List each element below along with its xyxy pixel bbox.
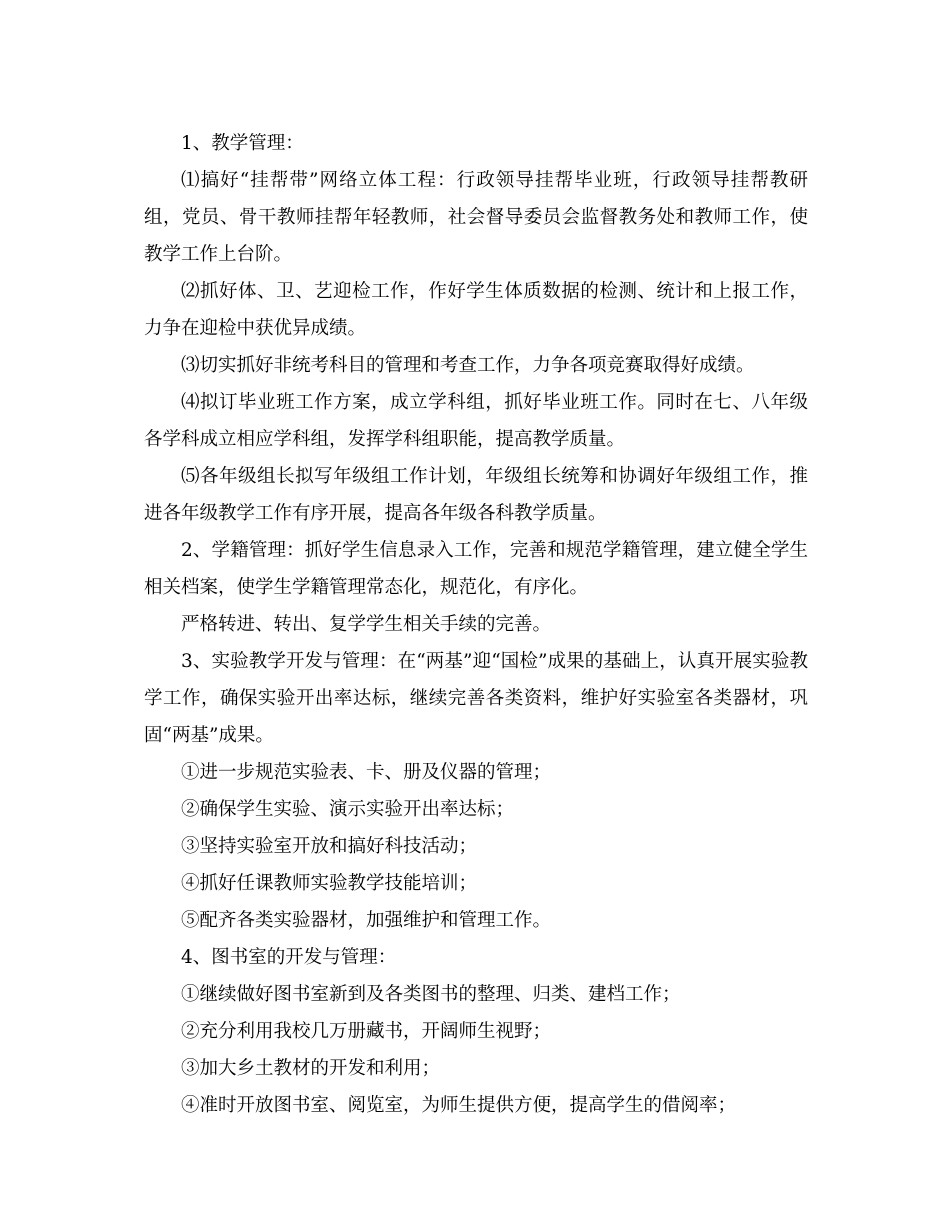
list-item-lab-2: ②确保学生实验、演示实验开出率达标； <box>181 799 515 820</box>
list-item-lab-1: ①进一步规范实验表、卡、册及仪器的管理； <box>181 762 552 783</box>
paragraph-lab-teaching: 3、实验教学开发与管理：在“两基”迎“国检”成果的基础上，认真开展实验教学工作，确保实验开出率达标，继续完善各类资料，维护好实验室各类器材，巩固“两基”成果。 <box>144 651 808 746</box>
paragraph-student-records: 2、学籍管理：抓好学生信息录入工作，完善和规范学籍管理，建立健全学生相关档案，使学生学籍管理常态化，规范化，有序化。 <box>144 540 808 598</box>
paragraph-item-5: ⑸各年级组长拟写年级组工作计划，年级组长统筹和协调好年级组工作，推进各年级教学工作有序开展，提高各年级各科教学质量。 <box>144 466 808 524</box>
heading-teaching-management: 1、教学管理： <box>181 133 304 154</box>
list-item-library-2: ②充分利用我校几万册藏书，开阔师生视野； <box>181 1021 552 1042</box>
paragraph-item-3: ⑶切实抓好非统考科目的管理和考查工作，力争各项竞赛取得好成绩。 <box>181 355 755 376</box>
list-item-library-1: ①继续做好图书室新到及各类图书的整理、归类、建档工作； <box>181 984 681 1005</box>
paragraph-item-2: ⑵抓好体、卫、艺迎检工作，作好学生体质数据的检测、统计和上报工作，力争在迎检中获优异成绩。 <box>144 281 808 339</box>
list-item-lab-4: ④抓好任课教师实验教学技能培训； <box>181 873 478 894</box>
paragraph-transfer-procedures: 严格转进、转出、复学学生相关手续的完善。 <box>181 614 552 635</box>
list-item-lab-3: ③坚持实验室开放和搞好科技活动； <box>181 836 478 857</box>
heading-library-management: 4、图书室的开发与管理： <box>181 947 397 968</box>
paragraph-item-4: ⑷拟订毕业班工作方案，成立学科组，抓好毕业班工作。同时在七、八年级各学科成立相应学科组，发挥学科组职能，提高教学质量。 <box>144 392 808 450</box>
document-body <box>144 125 808 1124</box>
list-item-library-3: ③加大乡土教材的开发和利用； <box>181 1058 441 1079</box>
list-item-library-4: ④准时开放图书室、阅览室，为师生提供方便，提高学生的借阅率； <box>181 1095 737 1116</box>
paragraph-item-1: ⑴搞好“挂帮带”网络立体工程：行政领导挂帮毕业班，行政领导挂帮教研组，党员、骨干教师挂帮年轻教师，社会督导委员会监督教务处和教师工作，使教学工作上台阶。 <box>144 170 808 265</box>
list-item-lab-5: ⑤配齐各类实验器材，加强维护和管理工作。 <box>181 910 552 931</box>
